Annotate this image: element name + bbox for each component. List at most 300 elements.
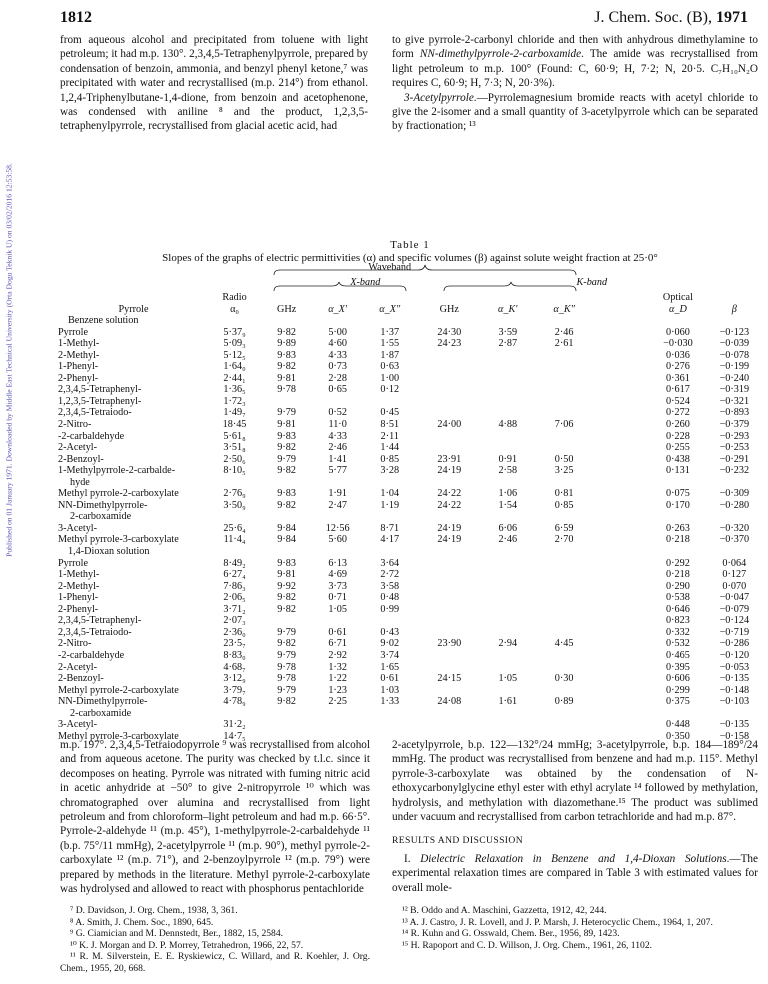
cell-x1: 0·52 (328, 407, 347, 419)
cell-x1: 4·69 (328, 569, 347, 581)
cell-a0: 11·4₄ (223, 534, 246, 546)
cell-a0: 6·27₄ (223, 569, 246, 581)
journal-title: J. Chem. Soc. (B), 1971 (594, 9, 748, 26)
cell-x1: 1·05 (328, 603, 347, 615)
cell-ad: 0·465 (666, 649, 690, 661)
row-label: 2-Methyl- (58, 580, 100, 592)
cell-a0: 5·37₉ (223, 326, 246, 338)
cell-kg: 23·91 (437, 453, 462, 465)
cell-x2: 3·64 (380, 557, 400, 569)
cell-ad: 0·617 (666, 384, 690, 396)
cell-x2: 9·02 (380, 638, 400, 650)
cell-b: −0·719 (719, 626, 750, 638)
cell-k1: 1·54 (498, 499, 518, 511)
cell-x1: 0·65 (328, 384, 347, 396)
bottom-right-text: 2-acetylpyrrole, b.p. 122—132°/24 mmHg; 3-acetylpyrrole, b.p. 184—189°/24 mmHg. The product was recrystallised from benzene and had m.p. 115°. Methyl pyrrole-3-carboxylate was obtained by the condensation of N-ethoxycarbonylglycine ethyl ester with ethyl acrylate ¹⁴ followed by methylation, hydrolysis, and methylation with diazomethane.¹⁵ The product was sublimed under vacuum and recrystallised from carbon tetrachloride and had m.p. 87°. RESULTS AND DISCUSSION I. Dielectric Relaxation in Benzene and 1,4-Dioxan Solutions.—The experimental relaxation times are compared in Table 3 with estimated values for overall mole- (392, 739, 758, 894)
cell-a0: 3·12₉ (223, 673, 246, 685)
cell-b: −0·370 (719, 534, 750, 546)
cell-a0: 2·44₁ (223, 372, 246, 384)
cell-x1: 2·46 (328, 442, 347, 454)
cell-k2: 0·30 (554, 673, 574, 685)
cell-xg: 9·89 (277, 338, 296, 350)
cell-ad: −0·030 (663, 338, 693, 350)
cell-xg: 9·82 (277, 499, 296, 511)
row-label: Benzene solution (68, 315, 139, 327)
cell-a0: 5·12₅ (223, 349, 246, 361)
cell-a0: 18·45 (222, 419, 247, 431)
table-row (58, 454, 762, 466)
row-label: Pyrrole (58, 326, 88, 338)
table-row (58, 523, 762, 535)
cell-ad: 0·255 (666, 442, 690, 454)
cell-ad: 0·350 (666, 730, 690, 742)
cell-kg: 24·19 (437, 522, 462, 534)
cell-k2: 0·85 (554, 499, 574, 511)
cell-xg: 9·82 (277, 326, 296, 338)
cell-xg: 9·79 (277, 684, 296, 696)
cell-ad: 0·438 (666, 453, 690, 465)
row-label: hyde (70, 476, 90, 488)
row-label: 2,3,4,5-Tetraiodo- (58, 407, 132, 419)
cell-a0: 3·50₉ (223, 499, 246, 511)
cell-x1: 2·25 (328, 696, 347, 708)
cell-k1: 1·05 (498, 673, 518, 685)
cell-k1: 2·46 (498, 534, 518, 546)
cell-ad: 0·524 (666, 395, 690, 407)
cell-a0: 2·50₆ (223, 453, 246, 465)
cell-b: −0·124 (719, 615, 750, 627)
cell-a0: 1·72₃ (223, 395, 246, 407)
row-label: 3-Acetyl- (58, 719, 98, 731)
table-row (58, 546, 762, 558)
cell-x2: 1·04 (380, 488, 400, 500)
cell-a0: 1·64₀ (223, 361, 246, 373)
table-row (58, 581, 762, 593)
cell-ad: 0·332 (666, 626, 690, 638)
cell-b: −0·123 (719, 326, 750, 338)
table-row (58, 650, 762, 662)
cell-k2: 7·06 (554, 419, 574, 431)
cell-b: −0·232 (719, 465, 750, 477)
cell-x2: 1·19 (380, 499, 400, 511)
cell-x2: 1·65 (380, 661, 400, 673)
cell-b: −0·158 (719, 730, 750, 742)
cell-b: −0·320 (719, 522, 750, 534)
cell-x1: 6·13 (328, 557, 347, 569)
cell-a0: 2·76₉ (223, 488, 246, 500)
footnote: ¹¹ R. M. Silverstein, E. E. Ryskiewicz, C. Willard, and R. Koehler, J. Org. Chem., 1955, 20, 668. (60, 951, 370, 974)
cell-ad: 0·260 (666, 419, 690, 431)
cell-kg: 24·19 (437, 465, 462, 477)
table-row (58, 569, 762, 581)
row-label: Methyl pyrrole-2-carboxylate (58, 488, 179, 500)
row-label: Pyrrole (58, 557, 88, 569)
cell-a0: 31·2₂ (223, 719, 246, 731)
cell-b: −0·893 (719, 407, 750, 419)
waveband-header: Waveband (368, 262, 412, 273)
cell-xg: 9·79 (277, 453, 296, 465)
table-row (58, 511, 762, 523)
cell-ad: 0·823 (666, 615, 690, 627)
cell-kg: 24·30 (437, 326, 462, 338)
cell-x1: 11·0 (328, 419, 347, 431)
footnote: ⁸ A. Smith, J. Chem. Soc., 1890, 645. (70, 916, 214, 928)
data-table: Waveband X-band K-band Radio Optical Pyrrole α₀ GHz α_X′ α_X″ GHz α_K′ α_K″ α_D β Benzene solution Pyrrole 5·37₉ 9·82 5·00 1·37 24·30 3·59 2·46 0·060 −0·123 1-Methyl- 5·09₃ 9·89 4·60 1·55 24·23 2·87 2·61 −0·030 −0·039 2-Methyl- 5·12₅ 9·83 4·33 1·87 0·036 −0·078 1-Phenyl- 1·64₀ 9·82 0·73 0·63 0·276 −0·199 2-Phenyl- 2·44₁ 9·81 2·28 1·00 0·361 −0·240 2,3,4,5-Tetraphenyl- 1·36₅ 9·78 0·65 0·12 0·617 −0·319 1,2,3,5-Tetraphenyl- 1·72₃ 0·524 −0·321 2,3,4,5-Tetraiodo- 1·49₇ 9·79 0·52 0·45 0·272 −0·893 2-Nitro- 18·45 9·81 11·0 8·51 24·00 4·88 7·06 0·260 −0·379 -2-carbaldehyde 5·61₈ 9·83 4·33 2·11 0·228 −0·293 2-Acetyl- 3·51₈ 9·82 2·46 1·44 0·255 −0·253 2-Benzoyl- 2·50₆ 9·79 1·41 0·85 23·91 0·91 0·50 0·438 −0·291 1-Methylpyrrole-2-carbalde- 8·10₅ 9·82 5·77 3·28 24·19 2·58 3·25 0·131 −0·232 hyde Methyl pyrrole-2-carboxylate 2·76₉ 9·83 1·91 1·04 24·22 1·06 0·81 0·075 −0·309 NN-Dimethylpyrrole- 3·50₉ 9·82 2·47 1·19 24·22 1·54 0·85 0·170 −0·280 2-carboxamide 3-Acetyl- 25·6₄ 9·84 12·56 8·71 24·19 6·06 6·59 0·263 −0·320 Methyl pyrrole-3-carboxylate 11·4₄ 9·84 5·60 4·17 24·19 2·46 2·70 0·218 −0·370 1,4-Dioxan solution Pyrrole 8·49₂ 9·83 6·13 3·64 0·292 0·064 1-Methyl- 6·27₄ 9·81 4·69 2·72 0·218 0·127 2-Methyl- 7·86₃ 9·92 3·73 3·58 0·290 0·070 1-Phenyl- 2·06₅ 9·82 0·71 0·48 0·538 −0·047 2-Phenyl- 3·71₂ 9·82 1·05 0·99 0·646 −0·079 2,3,4,5-Tetraphenyl- 2·07₃ 0·823 −0·124 2,3,4,5-Tetraiodo- 2·36₀ 9·79 0·61 0·43 0·332 −0·719 2-Nitro- 23·5₇ 9·82 6·71 9·02 23·90 2·94 4·45 0·532 −0·286 -2-carbaldehyde 8·83₀ 9·79 2·92 3·74 0·465 −0·120 2-Acetyl- 4·68₇ 9·78 1·32 1·65 0·395 −0·053 2-Benzoyl- 3·12₉ 9·78 1·22 0·61 24·15 1·05 0·30 0·606 −0·135 Methyl pyrrole-2-carboxylate 3·79₇ 9·79 1·23 1·03 0·299 −0·148 NN-Dimethylpyrrole- 4·78₉ 9·82 2·25 1·33 24·08 1·61 0·89 0·375 −0·103 2-carboxamide 3-Acetyl- 31·2₂ 0·448 −0·135 Methyl pyrrole-3-carboxylate 14·7₅ 0·350 −0·158 (58, 262, 762, 742)
cell-b: −0·280 (719, 499, 750, 511)
table-row (58, 442, 762, 454)
row-label: NN-Dimethylpyrrole- (58, 696, 148, 708)
cell-x1: 0·71 (328, 592, 347, 604)
cell-ad: 0·532 (666, 638, 690, 650)
row-label: 3-Acetyl- (58, 522, 98, 534)
cell-k1: 0·91 (498, 453, 518, 465)
cell-xg: 9·83 (277, 430, 296, 442)
cell-a0: 2·07₃ (223, 615, 246, 627)
row-label: -2-carbaldehyde (58, 649, 125, 661)
table-row (58, 685, 762, 697)
table-row (58, 315, 762, 327)
cell-ad: 0·646 (666, 603, 690, 615)
cell-a0: 8·83₀ (223, 649, 246, 661)
cell-k2: 0·89 (554, 696, 574, 708)
cell-ad: 0·375 (666, 696, 690, 708)
table-row (58, 465, 762, 477)
cell-b: −0·286 (719, 638, 750, 650)
cell-b: 0·064 (722, 557, 747, 569)
row-label: 2-Acetyl- (58, 442, 98, 454)
cell-x2: 0·12 (380, 384, 400, 396)
cell-x1: 1·41 (328, 453, 347, 465)
table-row (58, 534, 762, 546)
cell-b: −0·053 (719, 661, 750, 673)
row-label: 1-Phenyl- (58, 592, 99, 604)
table-row (58, 708, 762, 720)
cell-a0: 3·79₇ (223, 684, 246, 696)
cell-b: −0·379 (719, 419, 750, 431)
cell-x2: 1·37 (380, 326, 400, 338)
row-label: -2-carbaldehyde (58, 430, 125, 442)
cell-xg: 9·82 (277, 592, 296, 604)
row-label: 2-carboxamide (70, 707, 132, 719)
cell-x2: 1·03 (380, 684, 400, 696)
table-row (58, 638, 762, 650)
cell-xg: 9·82 (277, 638, 296, 650)
cell-xg: 9·79 (277, 626, 296, 638)
cell-x1: 5·60 (328, 534, 347, 546)
table-row (58, 615, 762, 627)
cell-a0: 4·68₇ (223, 661, 246, 673)
cell-a0: 3·71₂ (223, 603, 246, 615)
footnote: ¹⁵ H. Rapoport and C. D. Willson, J. Org. Chem., 1961, 26, 1102. (402, 939, 653, 951)
cell-a0: 4·78₉ (223, 696, 246, 708)
cell-b: −0·039 (719, 338, 750, 350)
cell-kg: 24·23 (437, 338, 462, 350)
page-number: 1812 (60, 9, 92, 26)
footnote: ⁹ G. Ciamician and M. Dennstedt, Ber., 1882, 15, 2584. (70, 928, 284, 940)
column-headers: Pyrrole α₀ GHz α_X′ α_X″ GHz α_K′ α_K″ α_D β (118, 303, 737, 315)
cell-ad: 0·299 (666, 684, 690, 696)
cell-xg: 9·81 (277, 419, 296, 431)
table-row (58, 338, 762, 350)
cell-a0: 8·49₂ (223, 557, 246, 569)
cell-x2: 1·00 (380, 372, 400, 384)
cell-ad: 0·292 (666, 557, 690, 569)
cell-xg: 9·83 (277, 349, 296, 361)
table-row (58, 373, 762, 385)
cell-x2: 3·74 (380, 649, 400, 661)
table-row (58, 361, 762, 373)
cell-xg: 9·82 (277, 603, 296, 615)
footnote: ¹⁴ R. Kuhn and G. Osswald, Chem. Ber., 1956, 89, 1423. (402, 928, 620, 940)
cell-ad: 0·075 (666, 488, 690, 500)
bottom-left-text: m.p. 197°. 2,3,4,5-Tetraiodopyrrole ⁹ was recrystallised from alcohol and from aqueous acetone. The purity was checked by t.l.c. since it decomposes on heating. Pyrrole was nitrated with fuming nitric acid in acetic anhydride at −50° to give 2-nitropyrrole ¹⁰ which was chromatographed over alumina and recrystallised from light petroleum and from chloroform–light petroleum and had m.p. 66·5°. Pyrrole-2-aldehyde ¹¹ (m.p. 45°), 1-methylpyrrole-2-carbaldehyde ¹¹ (b.p. 75°/11 mmHg), 2-acetylpyrrole ¹¹ (m.p. 90°), methyl pyrrole-2-carboxylate ¹² (m.p. 71°), and 2-benzoylpyrrole ¹² (m.p. 79°) were prepared by methods in the literature. Methyl pyrrole-2-carboxylate was hydrolysed and allowed to react with phosphorus pentachloride (60, 739, 370, 896)
cell-x2: 0·43 (380, 626, 400, 638)
table-row (58, 558, 762, 570)
cell-b: −0·079 (719, 603, 750, 615)
cell-x1: 0·61 (328, 626, 347, 638)
xband-header: X-band (350, 277, 381, 288)
cell-a0: 23·5₇ (223, 638, 246, 650)
cell-kg: 24·22 (437, 499, 462, 511)
row-label: 2-Phenyl- (58, 603, 99, 615)
cell-x2: 2·11 (380, 430, 399, 442)
cell-x1: 2·28 (328, 372, 347, 384)
table-row (58, 500, 762, 512)
cell-xg: 9·82 (277, 696, 296, 708)
cell-ad: 0·218 (666, 534, 690, 546)
cell-xg: 9·78 (277, 673, 296, 685)
table-row (58, 384, 762, 396)
table-caption: Slopes of the graphs of electric permittivities (α) and specific volumes (β) against solute weight fraction at 25·0° (162, 252, 658, 264)
cell-ad: 0·276 (666, 361, 690, 373)
row-label: NN-Dimethylpyrrole- (58, 499, 148, 511)
cell-b: −0·319 (719, 384, 750, 396)
cell-a0: 2·36₀ (223, 626, 246, 638)
cell-k1: 1·61 (498, 696, 518, 708)
table-row (58, 327, 762, 339)
cell-k2: 4·45 (554, 638, 574, 650)
cell-xg: 9·82 (277, 465, 296, 477)
cell-kg: 24·00 (437, 419, 462, 431)
page-header (60, 7, 760, 29)
cell-x2: 0·48 (380, 592, 400, 604)
cell-x1: 0·73 (328, 361, 347, 373)
table-row (58, 488, 762, 500)
cell-kg: 24·19 (437, 534, 462, 546)
cell-a0: 3·51₈ (223, 442, 246, 454)
cell-b: −0·291 (719, 453, 750, 465)
cell-x1: 6·71 (328, 638, 347, 650)
table-row (58, 350, 762, 362)
cell-b: −0·047 (719, 592, 750, 604)
row-label: 2-Acetyl- (58, 661, 98, 673)
row-label: 2,3,4,5-Tetraiodo- (58, 626, 132, 638)
cell-ad: 0·606 (666, 673, 690, 685)
cell-xg: 9·78 (277, 384, 296, 396)
cell-x1: 4·60 (328, 338, 347, 350)
table-row (58, 604, 762, 616)
cell-ad: 0·218 (666, 569, 690, 581)
cell-x1: 4·33 (328, 430, 347, 442)
footnote: ¹⁰ K. J. Morgan and D. P. Morrey, Tetrahedron, 1966, 22, 57. (70, 939, 304, 951)
cell-xg: 9·84 (277, 522, 296, 534)
cell-k1: 2·94 (498, 638, 518, 650)
cell-x2: 0·61 (380, 673, 400, 685)
cell-xg: 9·81 (277, 372, 296, 384)
cell-x1: 1·22 (328, 673, 347, 685)
cell-xg: 9·84 (277, 534, 296, 546)
table-row (58, 407, 762, 419)
cell-b: −0·321 (719, 395, 750, 407)
cell-xg: 9·83 (277, 557, 296, 569)
cell-a0: 8·10₅ (223, 465, 246, 477)
cell-x2: 1·44 (380, 442, 400, 454)
row-label: 2-Nitro- (58, 638, 92, 650)
cell-ad: 0·395 (666, 661, 690, 673)
kband-header: K-band (576, 277, 608, 288)
cell-x2: 3·58 (380, 580, 400, 592)
cell-xg: 9·79 (277, 649, 296, 661)
cell-x1: 12·56 (325, 522, 350, 534)
cell-b: −0·309 (719, 488, 750, 500)
row-label: 2-Benzoyl- (58, 453, 104, 465)
cell-xg: 9·82 (277, 442, 296, 454)
cell-k2: 0·81 (554, 488, 574, 500)
cell-b: 0·070 (722, 580, 747, 592)
top-right-text: to give pyrrole-2-carbonyl chloride and then with anhydrous dimethylamine to form NN-dimethylpyrrole-2-carboxamide. The amide was recrystallised from light petroleum to m.p. 100° (Found: C, 60·9; H, 7·2; N, 20·5. C₇H₁₀N₂O requires C, 60·9; H, 7·3; N, 20·3%). 3-Acetylpyrrole.—Pyrrolemagnesium bromide reacts with acetyl chloride to give the 2-isomer and a small quantity of 3-acetylpyrrole which can be separated by fractionation; ¹³ (392, 34, 759, 133)
cell-x2: 0·85 (380, 453, 400, 465)
cell-k2: 2·61 (554, 338, 574, 350)
table-row (58, 627, 762, 639)
cell-ad: 0·538 (666, 592, 690, 604)
cell-b: −0·199 (719, 361, 750, 373)
cell-b: −0·240 (719, 372, 750, 384)
row-label: 1-Methyl- (58, 569, 100, 581)
cell-b: −0·078 (719, 349, 750, 361)
cell-a0: 1·36₅ (223, 384, 246, 396)
table-row (58, 396, 762, 408)
cell-kg: 24·08 (437, 696, 462, 708)
cell-x2: 8·51 (380, 419, 400, 431)
table-row (58, 662, 762, 674)
cell-b: −0·253 (719, 442, 750, 454)
cell-xg: 9·92 (277, 580, 296, 592)
table-row (58, 431, 762, 443)
download-watermark: Published on 01 January 1971. Downloaded by Middle East Technical University (Orta Dogu Teknik U) on 03/02/2016 12:53:58. (4, 163, 14, 557)
row-label: Methyl pyrrole-2-carboxylate (58, 684, 179, 696)
table-label: Table 1 (390, 239, 430, 251)
footnote: ¹³ A. J. Castro, J. R. Lovell, and J. P. Marsh, J. Heterocyclic Chem., 1964, 1, 207. (402, 916, 713, 928)
cell-k2: 3·25 (554, 465, 574, 477)
cell-x1: 1·23 (328, 684, 347, 696)
cell-x2: 0·99 (380, 603, 400, 615)
cell-ad: 0·272 (666, 407, 690, 419)
cell-k1: 4·88 (498, 419, 518, 431)
cell-a0: 5·09₃ (223, 338, 246, 350)
cell-a0: 5·61₈ (223, 430, 246, 442)
row-label: 1-Methyl- (58, 338, 100, 350)
table-row (58, 477, 762, 489)
footnote: ⁷ D. Davidson, J. Org. Chem., 1938, 3, 361. (70, 905, 238, 916)
cell-x1: 4·33 (328, 349, 347, 361)
cell-k1: 1·06 (498, 488, 518, 500)
cell-k1: 6·06 (498, 522, 518, 534)
row-label: 2-Methyl- (58, 349, 100, 361)
cell-b: −0·148 (719, 684, 750, 696)
cell-xg: 9·81 (277, 569, 296, 581)
cell-x2: 3·28 (380, 465, 400, 477)
table-row (58, 719, 762, 731)
cell-x1: 5·00 (328, 326, 347, 338)
row-label: 2-Benzoyl- (58, 673, 104, 685)
cell-xg: 9·79 (277, 407, 296, 419)
cell-x1: 1·91 (328, 488, 347, 500)
cell-kg: 24·15 (437, 673, 462, 685)
cell-k1: 3·59 (498, 326, 518, 338)
section-heading: RESULTS AND DISCUSSION (392, 835, 524, 847)
row-label: 2,3,4,5-Tetraphenyl- (58, 615, 142, 627)
cell-b: −0·120 (719, 649, 750, 661)
row-label: 1-Phenyl- (58, 361, 99, 373)
cell-a0: 25·6₄ (223, 522, 246, 534)
cell-a0: 7·86₃ (223, 580, 246, 592)
cell-b: −0·135 (719, 673, 750, 685)
cell-xg: 9·82 (277, 361, 296, 373)
cell-ad: 0·060 (666, 326, 690, 338)
cell-xg: 9·83 (277, 488, 296, 500)
cell-x2: 1·55 (380, 338, 400, 350)
cell-ad: 0·263 (666, 522, 690, 534)
row-label: 1-Methylpyrrole-2-carbalde- (58, 465, 176, 477)
row-label: 2-carboxamide (70, 511, 132, 523)
cell-k2: 2·70 (554, 534, 574, 546)
cell-k1: 2·87 (498, 338, 518, 350)
row-label: 2,3,4,5-Tetraphenyl- (58, 384, 142, 396)
cell-b: −0·135 (719, 719, 750, 731)
cell-ad: 0·361 (666, 372, 690, 384)
footnote: ¹² B. Oddo and A. Maschini, Gazzetta, 1912, 42, 244. (402, 905, 607, 916)
cell-x2: 4·17 (380, 534, 400, 546)
cell-k2: 2·46 (554, 326, 574, 338)
cell-k2: 0·50 (554, 453, 574, 465)
top-left-text: from aqueous alcohol and precipitated from toluene with light petroleum; it had m.p. 130°. 2,3,4,5-Tetraphenylpyrrole, prepared by condensation of benzoin, ammonia, and benzyl phenyl ketone,⁷ was precipitated with water and recrystallised (m.p. 214°) from ethanol. 1,2,4-Triphenylbutane-1,4-dione, from benzoin and acetophenone, was condensed with aniline ⁸ and the product, 1,2,3,5-tetraphenylpyrrole, recrystallised from glacial acetic acid, had (60, 34, 368, 133)
footnotes-left (60, 905, 370, 975)
cell-a0: 14·7₅ (223, 730, 246, 742)
cell-k2: 6·59 (554, 522, 574, 534)
row-label: 1,2,3,5-Tetraphenyl- (58, 395, 142, 407)
table-row (58, 419, 762, 431)
row-label: 2-Phenyl- (58, 372, 99, 384)
cell-b: −0·293 (719, 430, 750, 442)
cell-ad: 0·448 (666, 719, 690, 731)
footnotes-right (392, 905, 758, 951)
cell-x2: 1·87 (380, 349, 400, 361)
cell-x1: 2·47 (328, 499, 347, 511)
cell-ad: 0·228 (666, 430, 690, 442)
row-label: 1,4-Dioxan solution (68, 546, 150, 558)
row-label: Methyl pyrrole-3-carboxylate (58, 534, 179, 546)
cell-b: −0·103 (719, 696, 750, 708)
row-label: Methyl pyrrole-3-carboxylate (58, 730, 179, 742)
row-label: 2-Nitro- (58, 419, 92, 431)
cell-x2: 0·45 (380, 407, 400, 419)
cell-x2: 8·71 (380, 522, 400, 534)
cell-ad: 0·170 (666, 499, 690, 511)
cell-x2: 2·72 (380, 569, 400, 581)
cell-x1: 5·77 (328, 465, 347, 477)
cell-ad: 0·290 (666, 580, 690, 592)
cell-x1: 3·73 (328, 580, 347, 592)
